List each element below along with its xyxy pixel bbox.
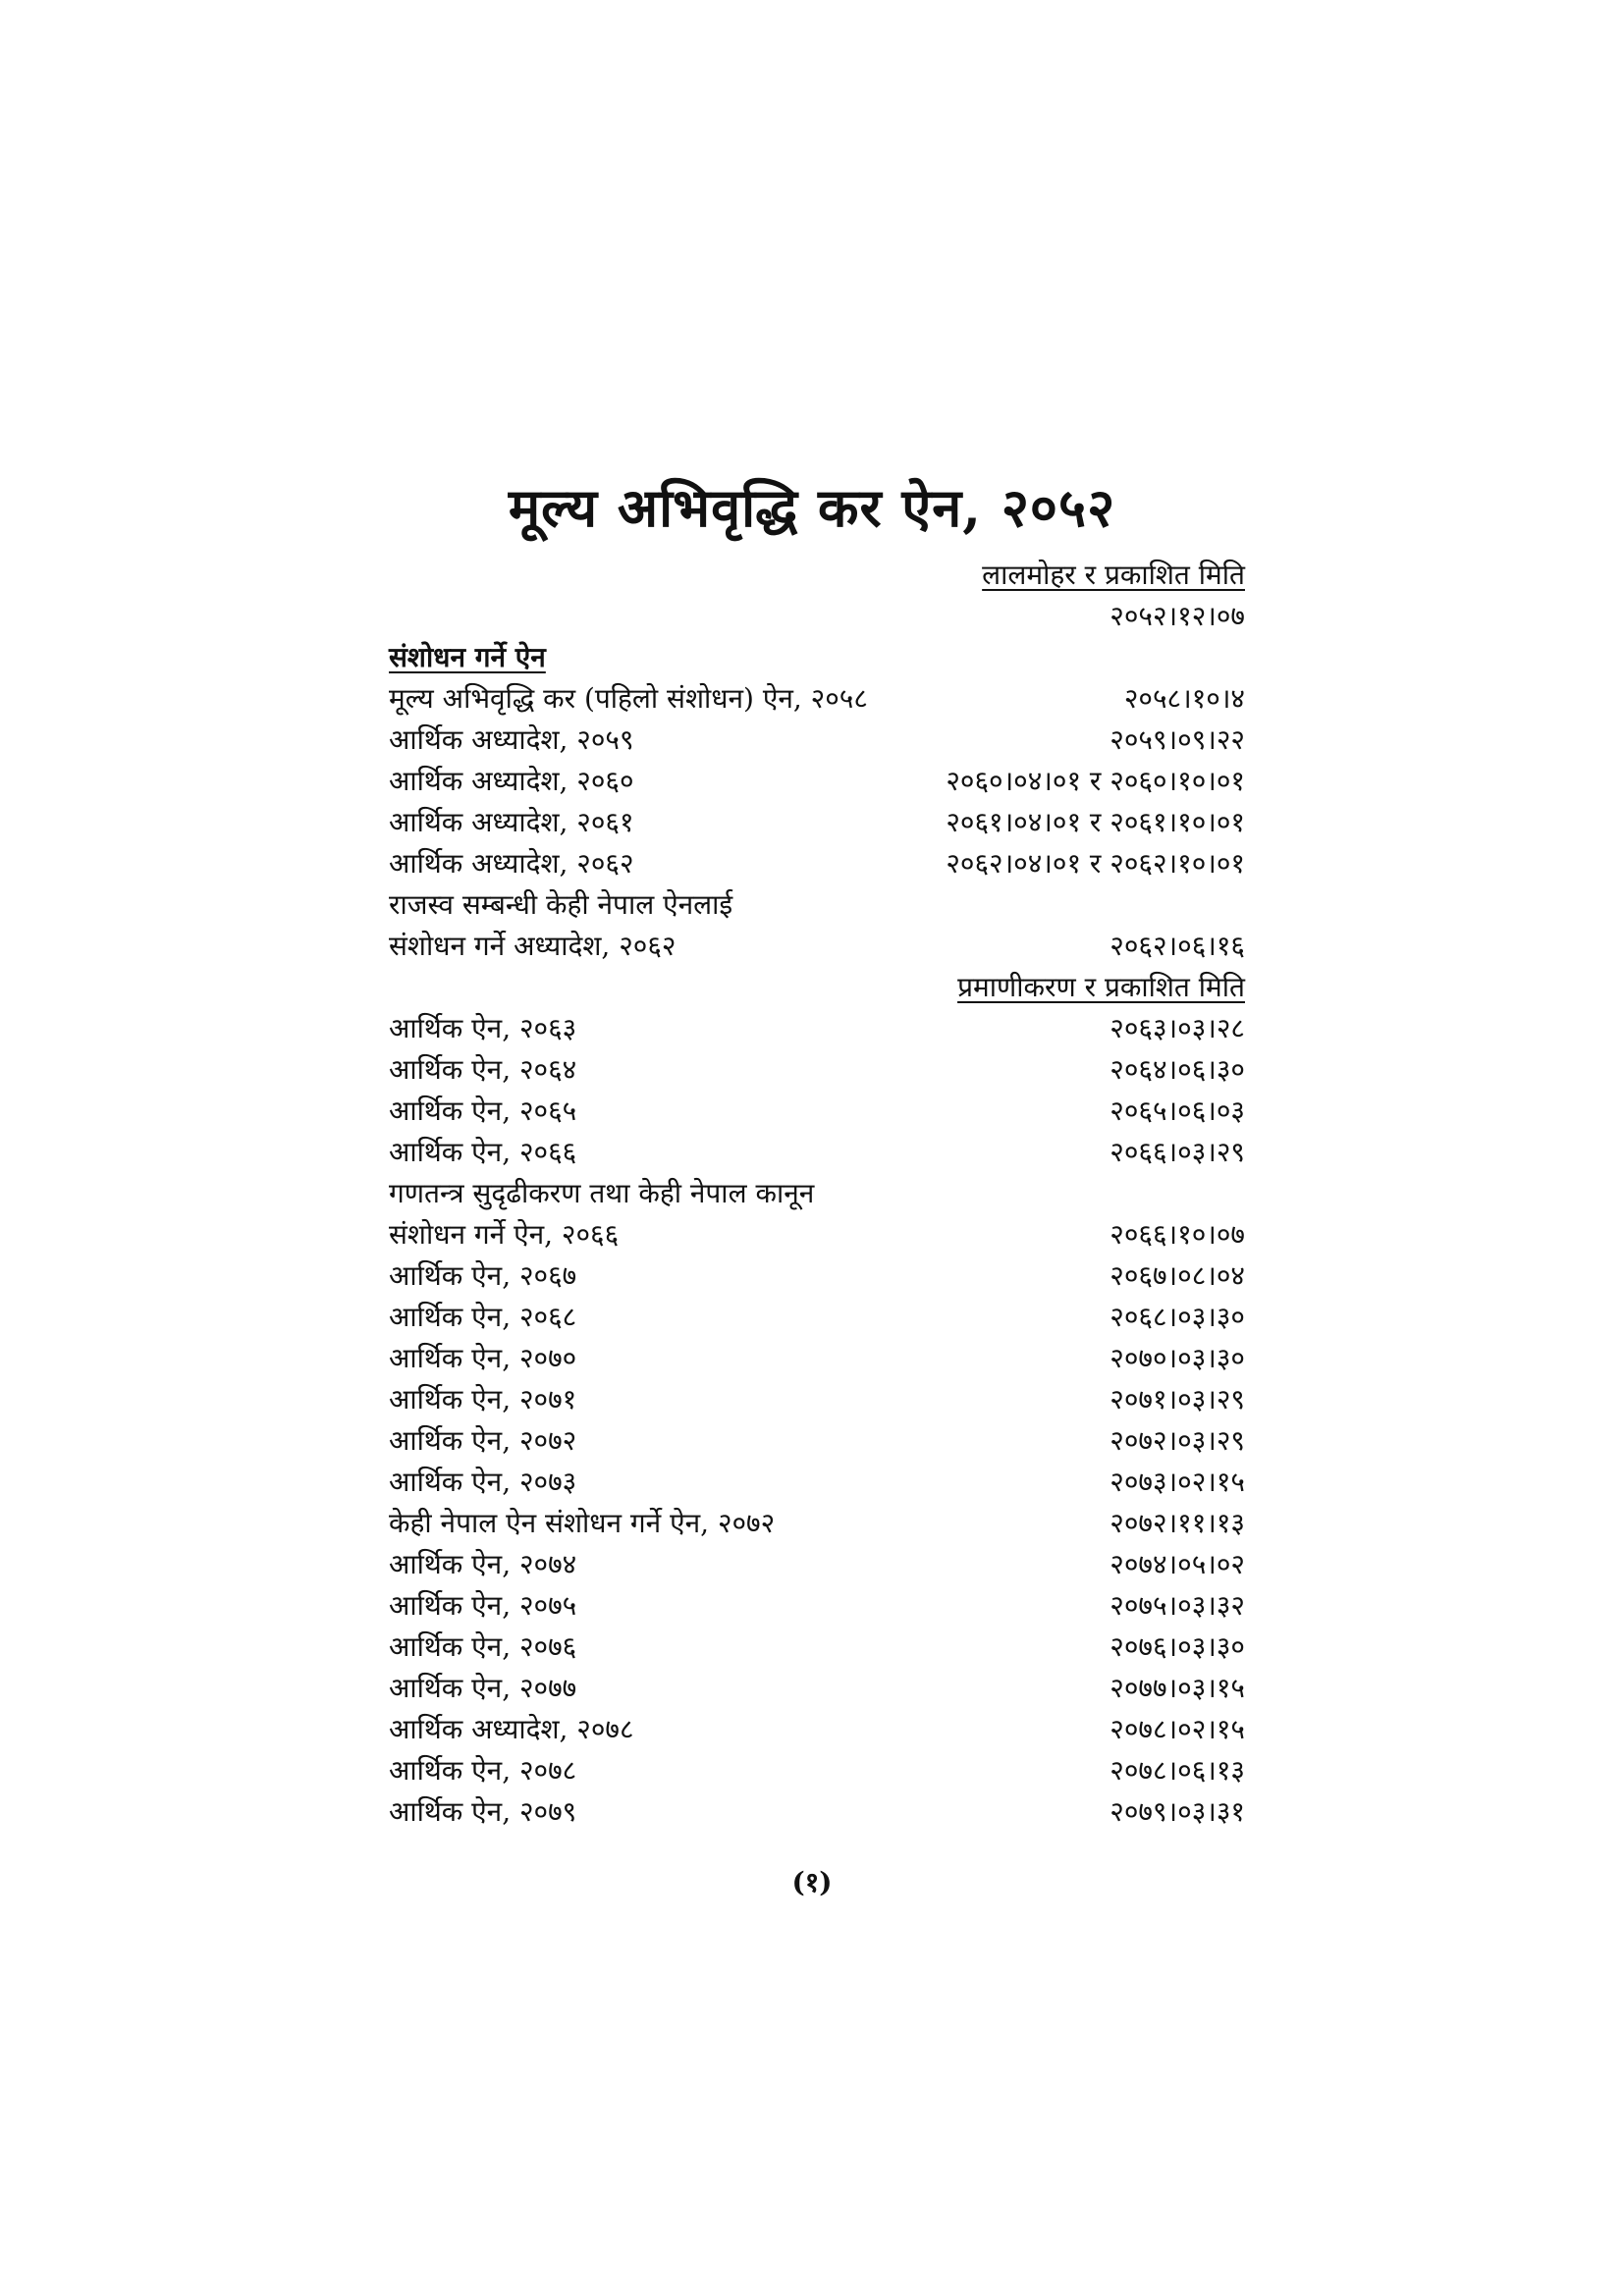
amendment-name: आर्थिक ऐन, २०६७ <box>389 1259 577 1292</box>
revenue-ordinance-line2: संशोधन गर्ने अध्यादेश, २०६२ <box>389 930 677 962</box>
amendment-date: २०७५।०३।३२ <box>1110 1589 1245 1622</box>
page-number: (१) <box>791 1866 833 1898</box>
amendment-name: आर्थिक ऐन, २०६५ <box>389 1095 577 1127</box>
amendment-name: आर्थिक ऐन, २०६८ <box>389 1301 577 1333</box>
republic-act-line2: संशोधन गर्ने ऐन, २०६६ <box>389 1218 620 1251</box>
amendment-date: २०६४।०६।३० <box>1110 1053 1245 1086</box>
amendment-date: २०६३।०३।२८ <box>1110 1012 1245 1044</box>
amendment-date: २०७१।०३।२९ <box>1110 1383 1245 1415</box>
amendment-date: २०७३।०२।१५ <box>1110 1466 1245 1498</box>
promulgation-header: लालमोहर र प्रकाशित मिति <box>982 559 1245 591</box>
amendment-name: आर्थिक ऐन, २०७९ <box>389 1795 577 1828</box>
amendment-date: २०६०।०४।०१ र २०६०।१०।०१ <box>946 765 1245 797</box>
amendment-name: आर्थिक अध्यादेश, २०७८ <box>389 1713 634 1745</box>
amendment-date: २०५८।१०।४ <box>1123 682 1245 715</box>
amendment-name: आर्थिक अध्यादेश, २०६० <box>389 765 634 797</box>
amendment-name: मूल्य अभिवृद्धि कर (पहिलो संशोधन) ऐन, २०५८ <box>389 682 868 715</box>
amendment-name: आर्थिक ऐन, २०६३ <box>389 1012 577 1044</box>
amendment-date: २०७४।०५।०२ <box>1110 1548 1245 1580</box>
amendment-date: २०६५।०६।०३ <box>1110 1095 1245 1127</box>
amendment-name: आर्थिक ऐन, २०७१ <box>389 1383 577 1415</box>
amendment-name: आर्थिक ऐन, २०७६ <box>389 1630 577 1663</box>
amendment-date: २०७७।०३।१५ <box>1110 1672 1245 1704</box>
amendment-name: आर्थिक ऐन, २०७२ <box>389 1424 577 1457</box>
amendment-date: २०७२।११।१३ <box>1110 1507 1245 1539</box>
amendment-name: आर्थिक ऐन, २०७५ <box>389 1589 577 1622</box>
amendment-name: आर्थिक ऐन, २०७० <box>389 1342 577 1374</box>
amendment-name: आर्थिक अध्यादेश, २०५९ <box>389 723 634 756</box>
amendment-name: आर्थिक ऐन, २०७७ <box>389 1672 577 1704</box>
amendment-date: २०६८।०३।३० <box>1110 1301 1245 1333</box>
authentication-header: प्रमाणीकरण र प्रकाशित मिति <box>957 971 1245 1003</box>
amendment-name: आर्थिक ऐन, २०७३ <box>389 1466 577 1498</box>
amendment-name: आर्थिक अध्यादेश, २०६१ <box>389 806 634 838</box>
amendment-date: २०६२।०४।०१ र २०६२।१०।०१ <box>946 847 1245 880</box>
republic-act-date: २०६६।१०।०७ <box>1110 1218 1245 1251</box>
amendment-name: आर्थिक ऐन, २०६६ <box>389 1136 577 1168</box>
amendment-date: २०५९।०९।२२ <box>1110 723 1245 756</box>
amendment-date: २०६१।०४।०१ र २०६१।१०।०१ <box>946 806 1245 838</box>
amendment-date: २०६६।०३।२९ <box>1110 1136 1245 1168</box>
amendment-date: २०७९।०३।३१ <box>1110 1795 1245 1828</box>
amendment-name: आर्थिक ऐन, २०६४ <box>389 1053 577 1086</box>
promulgation-date: २०५२।१२।०७ <box>1110 600 1245 632</box>
amendment-date: २०६७।०८।०४ <box>1110 1259 1245 1292</box>
amendment-name: आर्थिक अध्यादेश, २०६२ <box>389 847 634 880</box>
amendment-name: केही नेपाल ऐन संशोधन गर्ने ऐन, २०७२ <box>389 1507 776 1539</box>
republic-act-line1: गणतन्त्र सुदृढीकरण तथा केही नेपाल कानून <box>389 1177 815 1209</box>
amending-acts-heading: संशोधन गर्ने ऐन <box>389 641 546 673</box>
amendment-date: २०७८।०६।१३ <box>1110 1754 1245 1787</box>
amendment-date: २०७८।०२।१५ <box>1110 1713 1245 1745</box>
amendment-name: आर्थिक ऐन, २०७८ <box>389 1754 577 1787</box>
revenue-ordinance-date: २०६२।०६।१६ <box>1110 930 1245 962</box>
amendment-date: २०७६।०३।३० <box>1110 1630 1245 1663</box>
revenue-ordinance-line1: राजस्व सम्बन्धी केही नेपाल ऐनलाई <box>389 888 733 921</box>
page-title: मूल्य अभिवृद्धि कर ऐन, २०५२ <box>508 476 1116 539</box>
amendment-date: २०७२।०३।२९ <box>1110 1424 1245 1457</box>
amendment-date: २०७०।०३।३० <box>1110 1342 1245 1374</box>
amendment-name: आर्थिक ऐन, २०७४ <box>389 1548 577 1580</box>
